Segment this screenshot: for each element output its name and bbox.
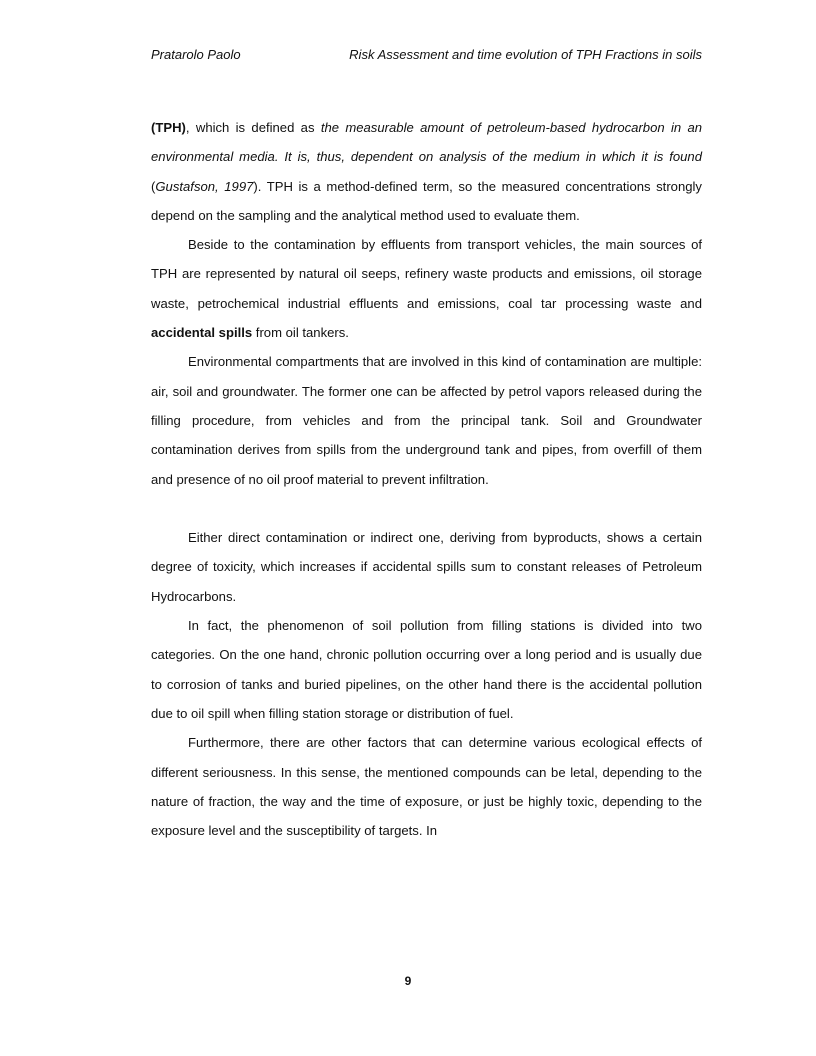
paragraph-pollution-categories: In fact, the phenomenon of soil pollution from filling stations is divided into two categories. On the one hand, chronic pollution occurring over a long period and is usually due to corrosion of tanks and buried pipelines, on the other hand there is the accidental pollution due to oil spill when filling station storage or distribution of fuel. <box>151 618 702 721</box>
header-title: Risk Assessment and time evolution of TPH Fractions in soils <box>349 47 702 62</box>
paragraph-text: from oil tankers. <box>252 325 349 341</box>
running-header <box>151 47 702 67</box>
body-text <box>151 113 702 845</box>
definition-quote: the measurable amount of petroleum-based hydrocarbon in an environmental media. It is, thus, dependent on analysis of the medium in which it is found <box>151 120 703 165</box>
paragraph-spacer <box>151 494 702 523</box>
citation: Gustafson, 1997 <box>155 178 254 194</box>
paragraph-environmental-compartments: Environmental compartments that are involved in this kind of contamination are multiple: air, soil and groundwater. The former one can be affected by petrol vapors released during the filling procedure, from vehicles and from the principal tank. Soil and Groundwater contamination derives from spills from the underground tank and pipes, from overfill of them and presence of no oil proof material to prevent infiltration. <box>151 354 702 487</box>
header-author: Pratarolo Paolo <box>151 47 241 62</box>
paragraph-tph-definition <box>151 113 702 230</box>
paragraph-toxicity: Either direct contamination or indirect one, deriving from byproducts, shows a certain degree of toxicity, which increases if accidental spills sum to constant releases of Petroleum Hydrocarbons. <box>151 530 702 604</box>
paragraph-tph-sources <box>151 230 702 347</box>
paragraph-text: Beside to the contamination by effluents from transport vehicles, the main sources of TPH are represented by natural oil seeps, refinery waste products and emissions, oil storage waste, petrochemical industrial effluents and emissions, coal tar processing waste and <box>151 237 702 311</box>
paragraph-text: , which is defined as <box>185 120 321 135</box>
tph-abbreviation: (TPH) <box>151 120 186 135</box>
paragraph-text: ). TPH is a method-defined term, so the measured concentrations strongly depend on the sampling and the analytical method used to evaluate them. <box>151 178 702 223</box>
paragraph-ecological-effects: Furthermore, there are other factors that can determine various ecological effects of different seriousness. In this sense, the mentioned compounds can be letal, depending to the nature of fraction, the way and the time of exposure, or just be highly toxic, depending to the exposure level and the susceptibility of targets. In <box>151 735 702 839</box>
accidental-spills-emphasis: accidental spills <box>151 325 253 341</box>
paragraph-text: ( <box>151 178 156 194</box>
page-number: 9 <box>404 974 412 988</box>
